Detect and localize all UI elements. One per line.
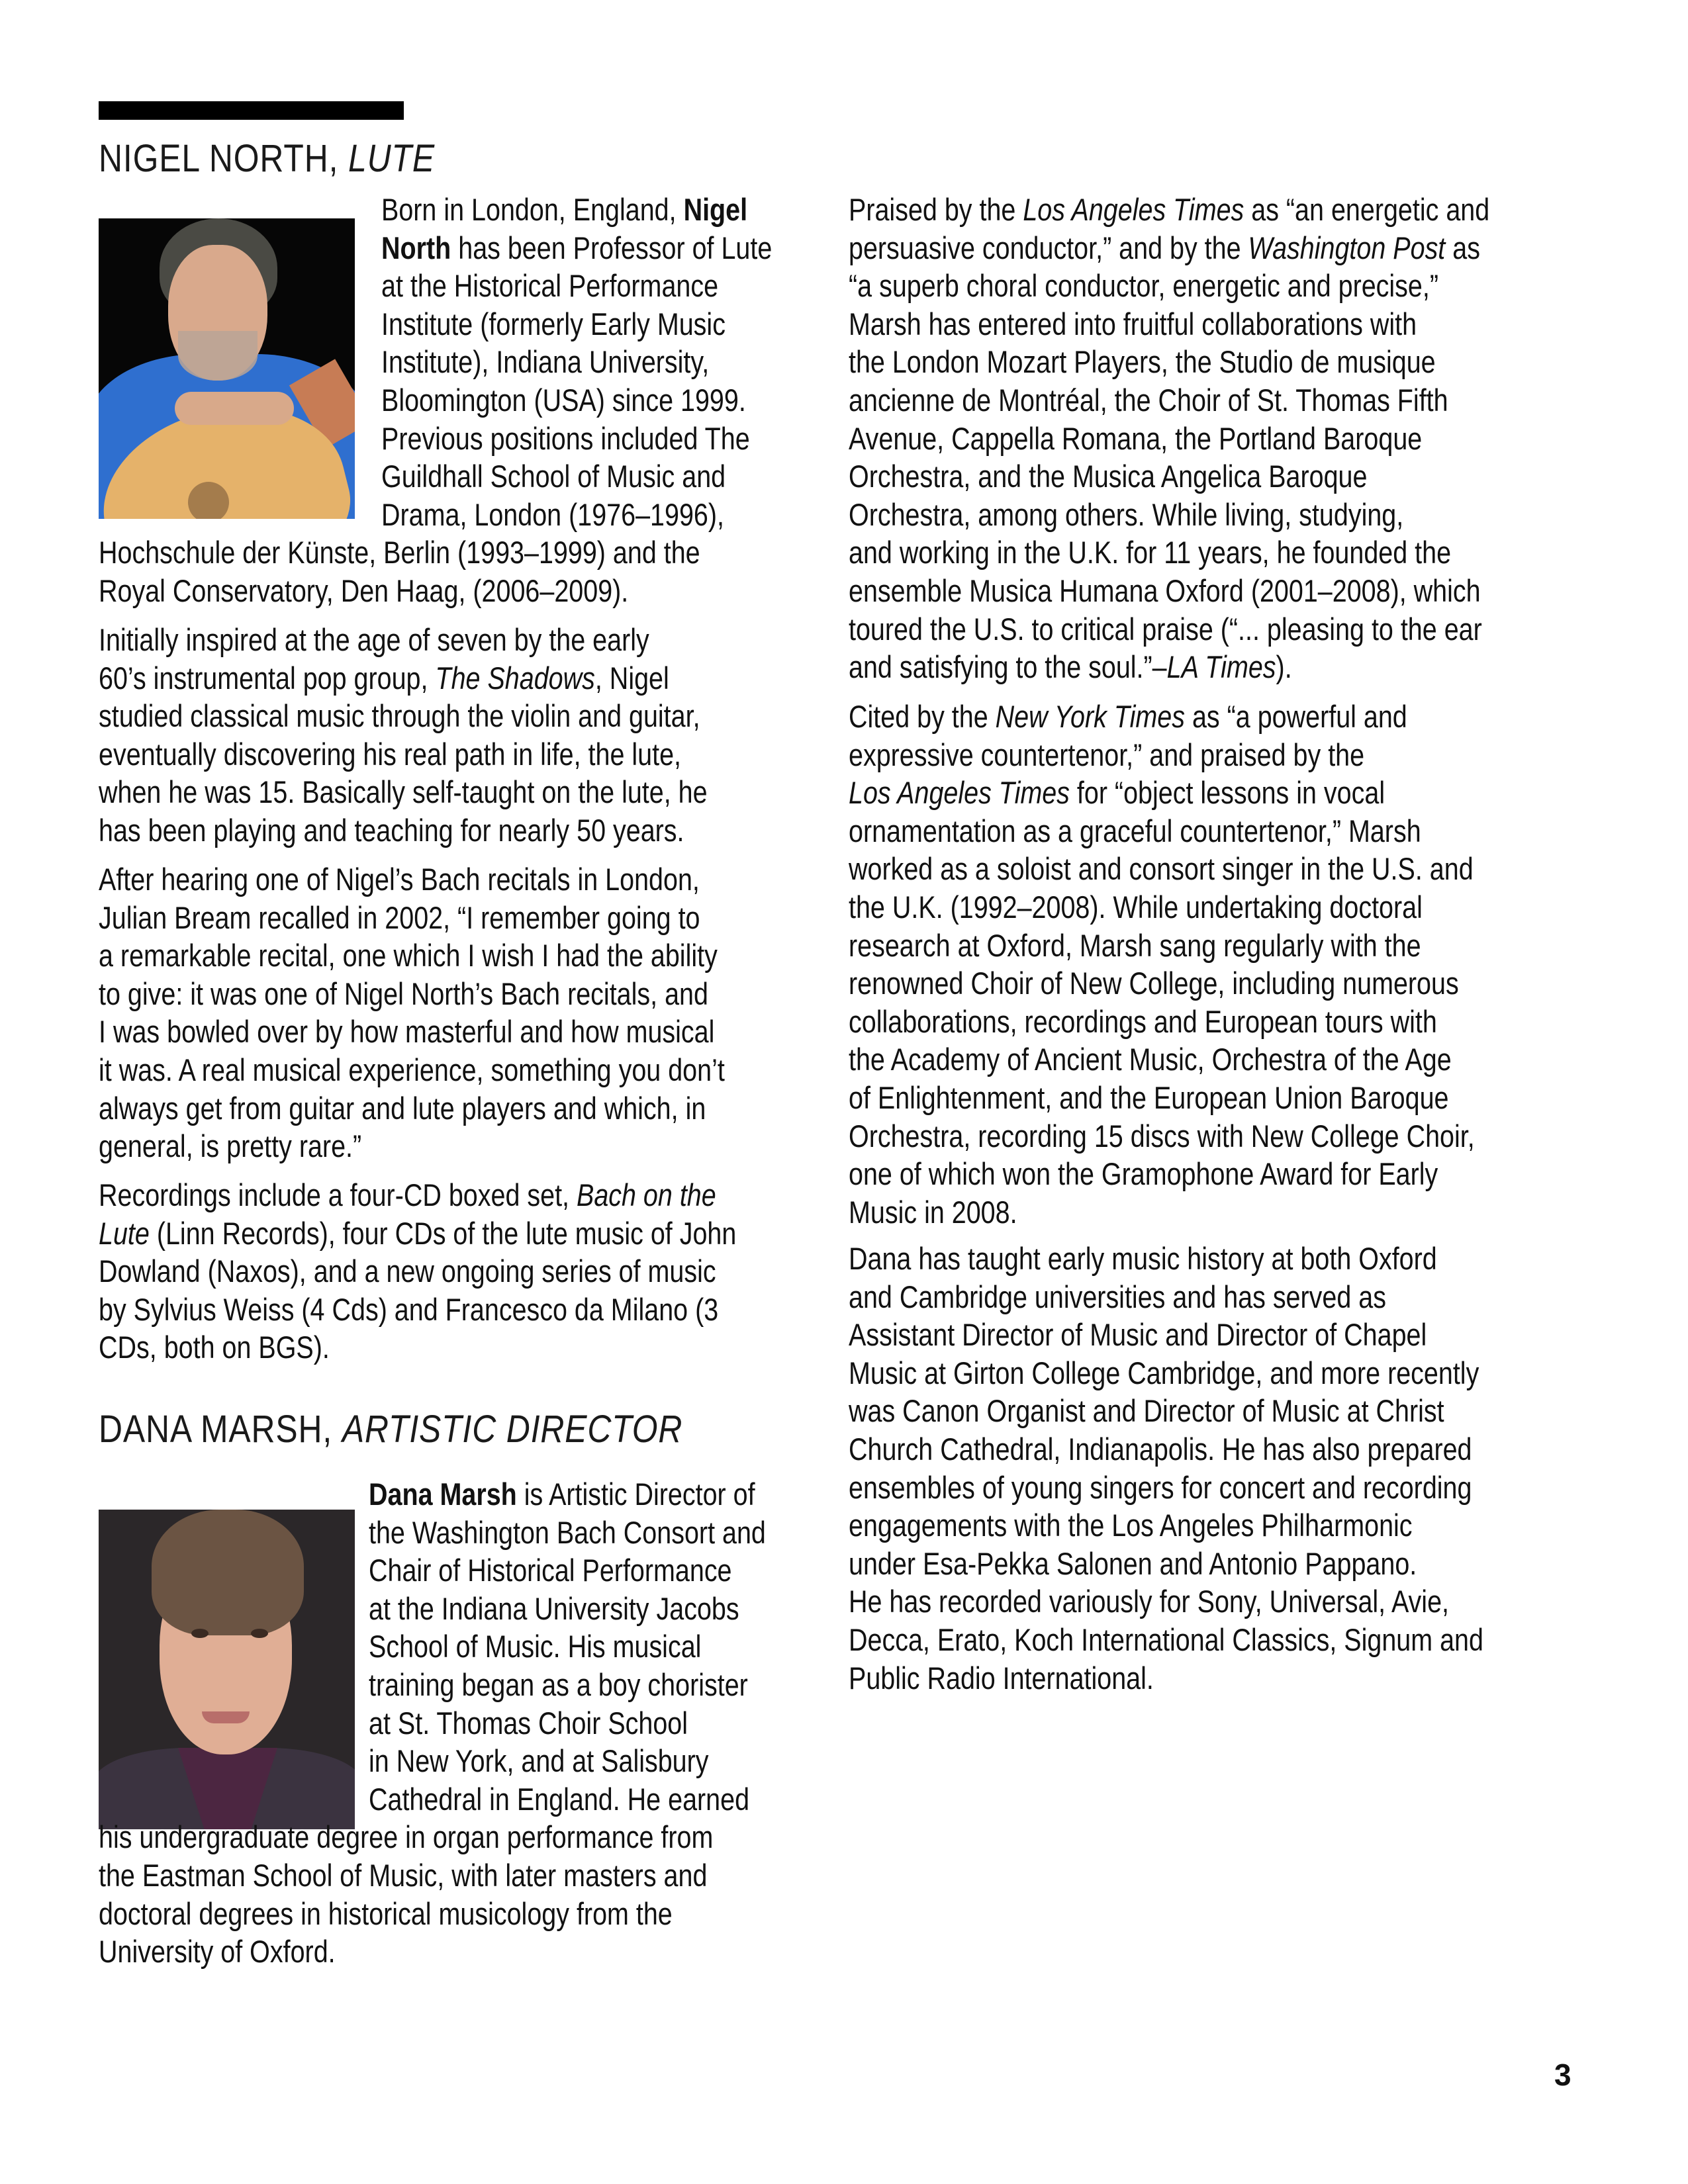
dana-bio-paragraph-1: [99, 1475, 827, 1971]
text-line: Dana has taught early music history at both Oxford: [849, 1241, 1437, 1276]
text-line: of Enlightenment, and the European Union Baroque: [849, 1079, 1449, 1115]
text-line: Music at Girton College Cambridge, and more recently: [849, 1355, 1479, 1390]
text-line: Previous positions included The: [381, 420, 750, 456]
text-line: by Sylvius Weiss (4 Cds) and Francesco da Milano (3: [99, 1291, 719, 1327]
text-line: it was. A real musical experience, something you don’t: [99, 1052, 725, 1087]
text-line: Hochschule der Künste, Berlin (1993–1999) and the: [99, 535, 700, 570]
nigel-bio-paragraph-2: [99, 621, 827, 850]
text-line: Church Cathedral, Indianapolis. He has also prepared: [849, 1431, 1472, 1467]
text-line: eventually discovering his real path in life, the lute,: [99, 736, 682, 772]
text-line: when he was 15. Basically self-taught on the lute, he: [99, 774, 708, 810]
text-line: Institute (formerly Early Music: [381, 306, 726, 341]
text-line: Recordings include a four-CD boxed set, Bach on the: [99, 1177, 716, 1212]
dana-bio-paragraph-2: [849, 191, 1590, 686]
text-line: Orchestra, and the Musica Angelica Baroque: [849, 459, 1368, 494]
text-line: under Esa-Pekka Salonen and Antonio Pappano.: [849, 1545, 1417, 1581]
text-line: persuasive conductor,” and by the Washington Post as: [849, 230, 1480, 265]
text-line: at the Indiana University Jacobs: [369, 1590, 739, 1626]
text-line: at the Historical Performance: [381, 268, 719, 304]
text-line: Drama, London (1976–1996),: [381, 496, 724, 532]
section-divider-bar: [99, 101, 404, 120]
text-line: was Canon Organist and Director of Music at Christ: [849, 1393, 1444, 1429]
text-line: ensemble Musica Humana Oxford (2001–2008), which: [849, 572, 1481, 608]
text-line: Public Radio International.: [849, 1660, 1154, 1696]
text-line: training began as a boy chorister: [369, 1666, 748, 1702]
text-line: Los Angeles Times for “object lessons in vocal: [849, 775, 1385, 811]
text-line: the London Mozart Players, the Studio de musique: [849, 344, 1436, 380]
text-line: the U.K. (1992–2008). While undertaking doctoral: [849, 889, 1423, 925]
text-line: expressive countertenor,” and praised by the: [849, 737, 1365, 772]
page-number: 3: [1554, 2058, 1571, 2092]
text-line: in New York, and at Salisbury: [369, 1743, 709, 1779]
text-line: to give: it was one of Nigel North’s Bach recitals, and: [99, 976, 708, 1011]
text-line: ensembles of young singers for concert and recording: [849, 1469, 1472, 1505]
text-line: ornamentation as a graceful countertenor,” Marsh: [849, 813, 1421, 848]
text-line: and satisfying to the soul.”–LA Times).: [849, 649, 1292, 685]
text-line: He has recorded variously for Sony, Universal, Avie,: [849, 1584, 1450, 1619]
nigel-bio-paragraph-3: [99, 860, 827, 1165]
nigel-bio-paragraph-1: [99, 191, 827, 610]
text-line: engagements with the Los Angeles Philharmonic: [849, 1508, 1413, 1543]
text-line: the Washington Bach Consort and: [369, 1514, 766, 1550]
text-line: University of Oxford.: [99, 1934, 336, 1970]
text-line: research at Oxford, Marsh sang regularly with the: [849, 927, 1421, 963]
text-line: worked as a soloist and consort singer in the U.S. and: [849, 851, 1474, 887]
text-line: Initially inspired at the age of seven by the early: [99, 622, 649, 657]
text-line: Guildhall School of Music and: [381, 459, 726, 494]
text-line: School of Music. His musical: [369, 1629, 702, 1664]
text-line: CDs, both on BGS).: [99, 1330, 330, 1365]
text-line: Bloomington (USA) since 1999.: [381, 382, 746, 418]
text-line: the Eastman School of Music, with later masters and: [99, 1857, 708, 1893]
text-line: Lute (Linn Records), four CDs of the lute music of John: [99, 1215, 737, 1251]
dana-bio-paragraph-4: [849, 1240, 1590, 1697]
text-line: “a superb choral conductor, energetic and precise,”: [849, 268, 1439, 304]
text-line: studied classical music through the violin and guitar,: [99, 698, 700, 734]
text-line: 60’s instrumental pop group, The Shadows, Nigel: [99, 660, 669, 696]
text-line: Orchestra, recording 15 discs with New College Choir,: [849, 1118, 1475, 1154]
text-line: and working in the U.K. for 11 years, he founded the: [849, 535, 1452, 570]
text-line: I was bowled over by how masterful and how musical: [99, 1014, 715, 1050]
dana-role: ARTISTIC DIRECTOR: [342, 1408, 683, 1451]
nigel-name: NIGEL NORTH,: [99, 137, 339, 180]
text-line: Chair of Historical Performance: [369, 1553, 732, 1588]
nigel-north-heading: [99, 136, 435, 182]
dana-name: DANA MARSH,: [99, 1408, 333, 1451]
text-line: Music in 2008.: [849, 1194, 1017, 1230]
nigel-role: LUTE: [348, 137, 435, 180]
text-line: ancienne de Montréal, the Choir of St. Thomas Fifth: [849, 382, 1448, 418]
text-line: Institute), Indiana University,: [381, 344, 710, 380]
text-line: Julian Bream recalled in 2002, “I remember going to: [99, 899, 700, 935]
text-line: Cited by the New York Times as “a powerful and: [849, 699, 1407, 734]
text-line: Avenue, Cappella Romana, the Portland Baroque: [849, 420, 1423, 456]
text-line: a remarkable recital, one which I wish I had the ability: [99, 938, 718, 974]
nigel-recordings-paragraph: [99, 1176, 827, 1367]
text-line: Cathedral in England. He earned: [369, 1781, 750, 1817]
text-line: always get from guitar and lute players and which, in: [99, 1090, 706, 1126]
dana-bio-paragraph-3: [849, 698, 1590, 1231]
text-line: After hearing one of Nigel’s Bach recitals in London,: [99, 862, 700, 897]
text-line: one of which won the Gramophone Award for Early: [849, 1156, 1438, 1192]
text-line: Praised by the Los Angeles Times as “an energetic and: [849, 192, 1490, 227]
text-line: doctoral degrees in historical musicology from the: [99, 1895, 673, 1931]
text-line: North has been Professor of Lute: [381, 230, 773, 265]
text-line: toured the U.S. to critical praise (“... pleasing to the ear: [849, 611, 1482, 647]
text-line: Marsh has entered into fruitful collaborations with: [849, 306, 1417, 341]
text-line: Orchestra, among others. While living, studying,: [849, 496, 1404, 532]
text-line: Assistant Director of Music and Director of Chapel: [849, 1317, 1427, 1353]
text-line: general, is pretty rare.”: [99, 1128, 362, 1164]
text-line: Dowland (Naxos), and a new ongoing series of music: [99, 1253, 716, 1289]
text-line: at St. Thomas Choir School: [369, 1705, 688, 1741]
text-line: Royal Conservatory, Den Haag, (2006–2009).: [99, 572, 629, 608]
text-line: Decca, Erato, Koch International Classics, Signum and: [849, 1621, 1483, 1657]
dana-marsh-heading: [99, 1406, 682, 1453]
text-line: collaborations, recordings and European tours with: [849, 1003, 1437, 1039]
text-line: Dana Marsh is Artistic Director of: [369, 1477, 755, 1512]
text-line: renowned Choir of New College, including numerous: [849, 966, 1459, 1001]
text-line: the Academy of Ancient Music, Orchestra of the Age: [849, 1042, 1452, 1077]
text-line: has been playing and teaching for nearly 50 years.: [99, 812, 684, 848]
text-line: his undergraduate degree in organ performance from: [99, 1819, 714, 1855]
text-line: and Cambridge universities and has served as: [849, 1279, 1386, 1314]
text-line: Born in London, England, Nigel: [381, 192, 748, 227]
